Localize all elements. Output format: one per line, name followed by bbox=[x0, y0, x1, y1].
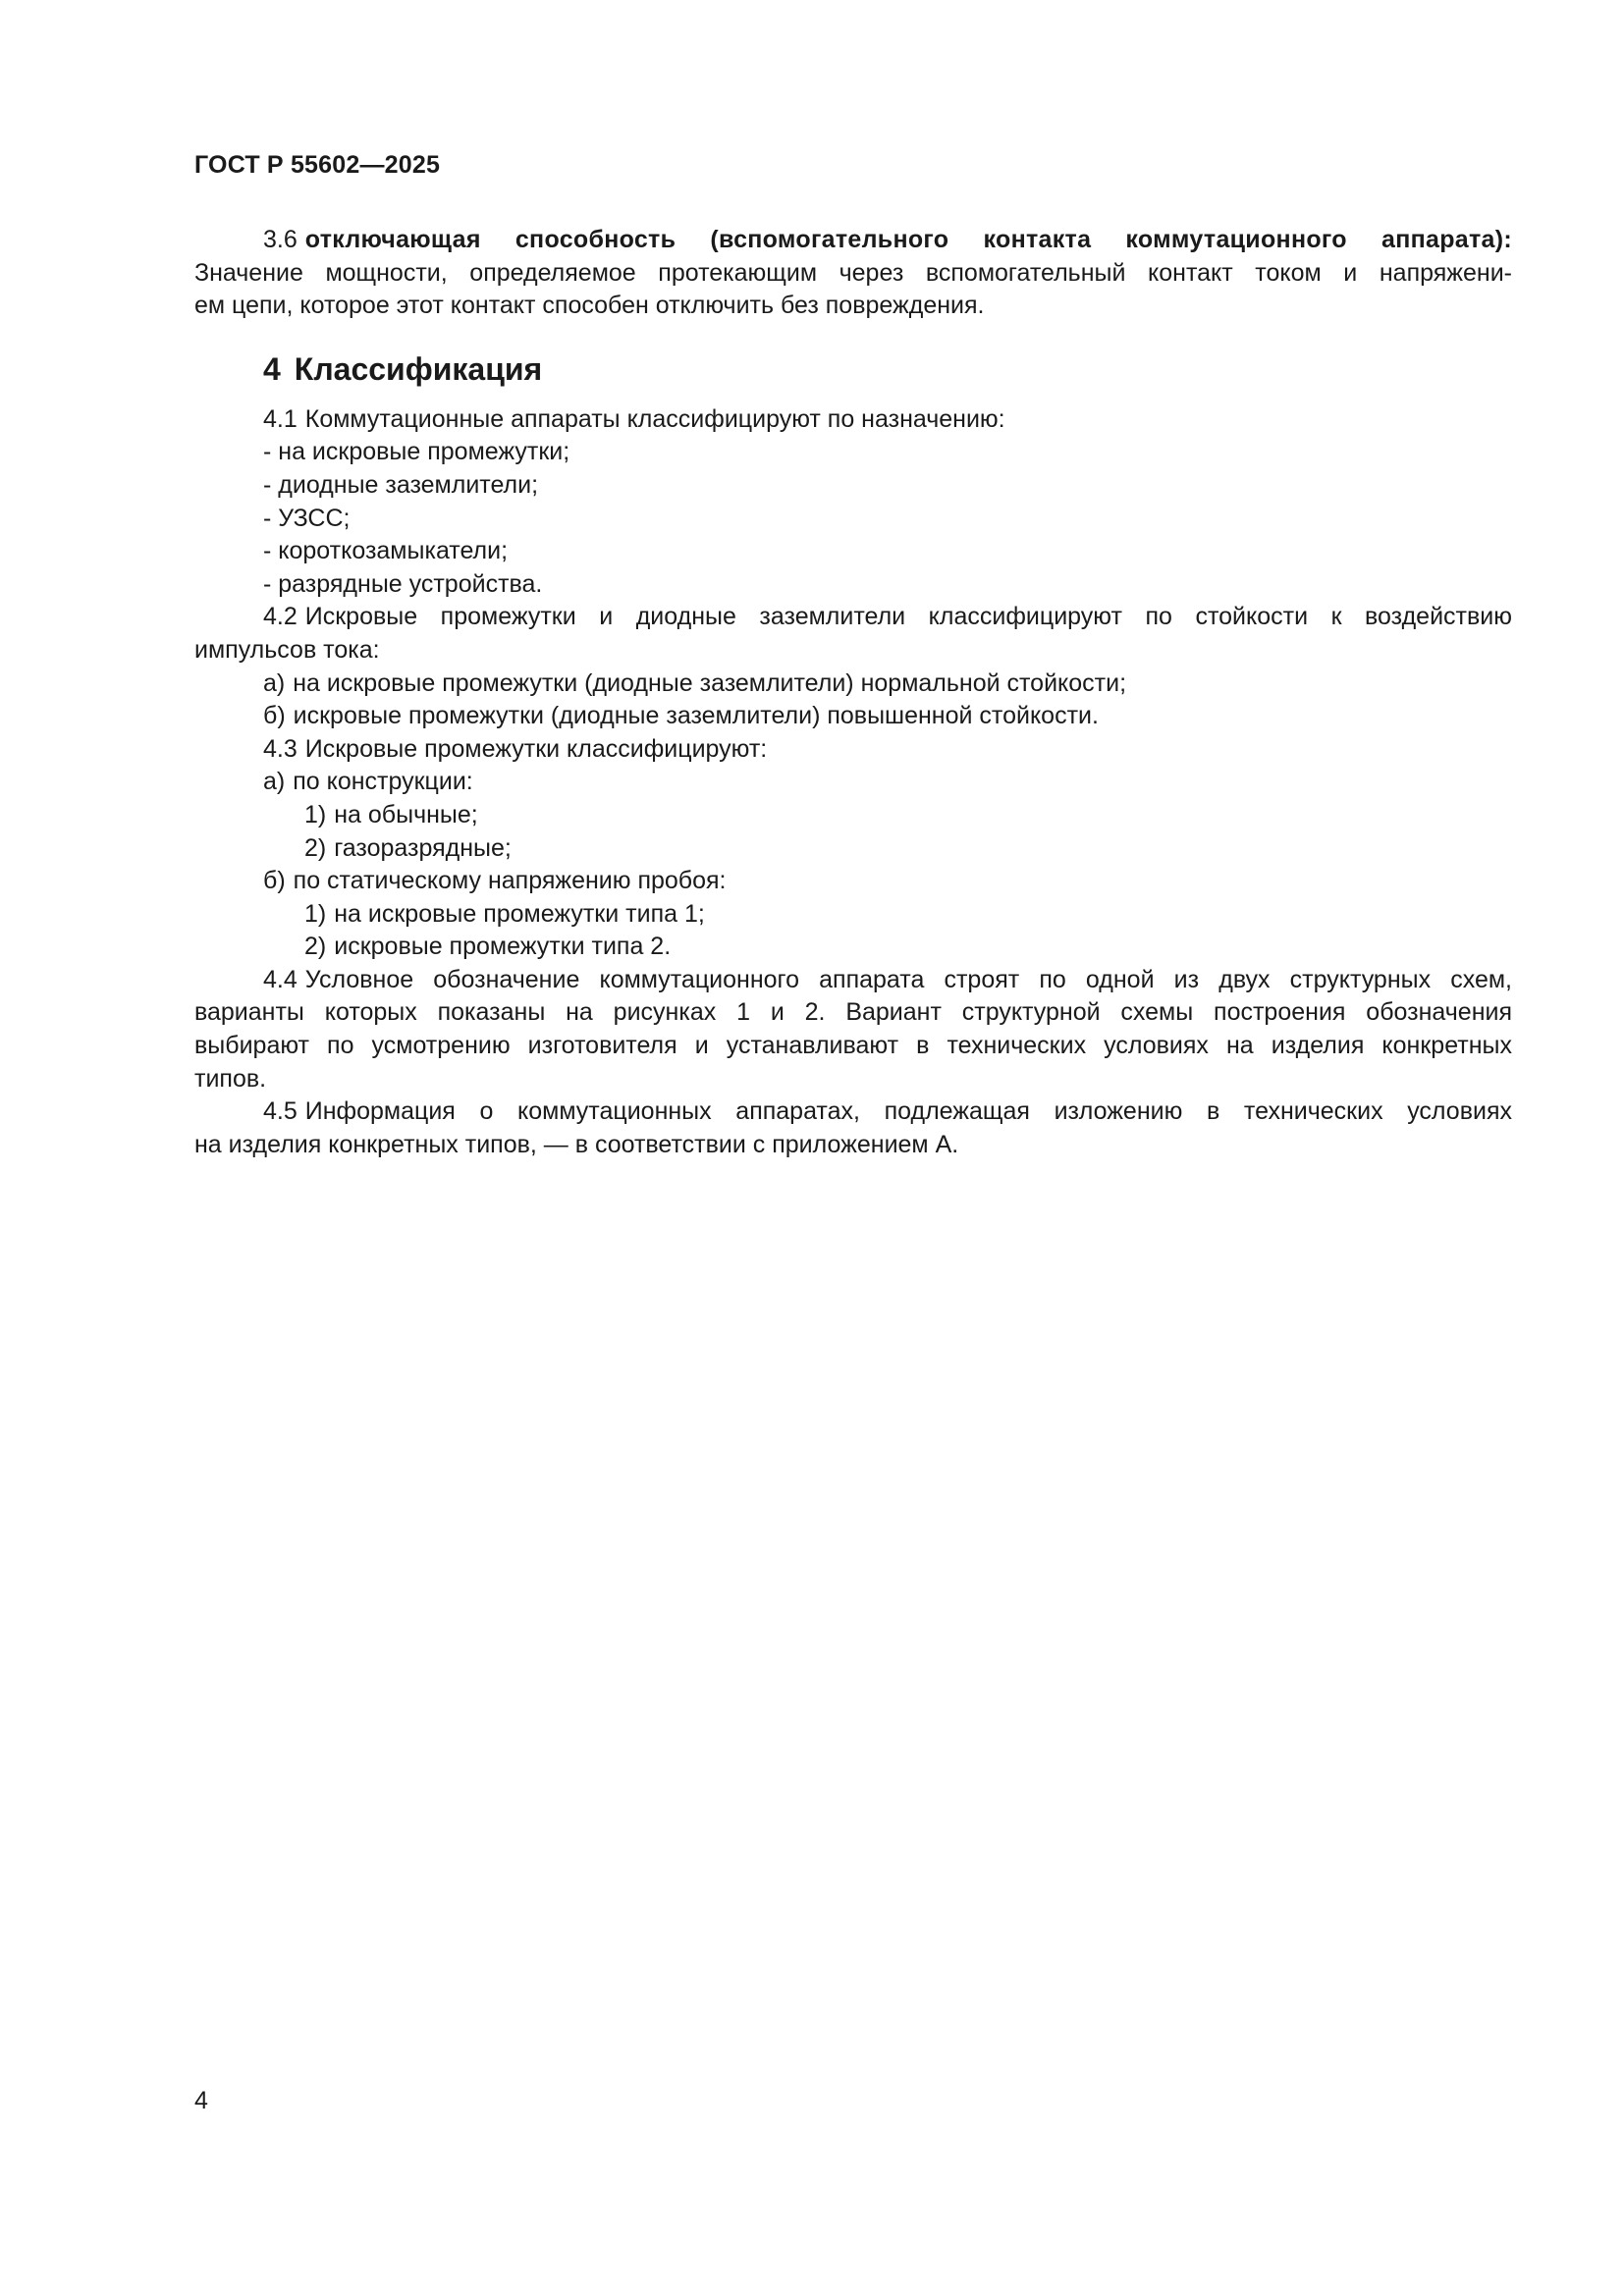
list-marker: а) bbox=[263, 668, 286, 697]
list-item bbox=[194, 700, 1512, 733]
clause-number: 4.3 bbox=[263, 734, 298, 763]
list-item: - на искровые промежутки; bbox=[263, 438, 570, 466]
clause-4-4 bbox=[194, 964, 1512, 997]
list-text: искровые промежутки (диодные заземлители) повышенной стойкости. bbox=[293, 702, 1099, 730]
clause-number: 4.5 bbox=[263, 1097, 298, 1126]
list-marker: 1) bbox=[304, 800, 327, 828]
definition-line: Значение мощности, определяемое протекающим через вспомогательный контакт током и напряжени- bbox=[194, 258, 1512, 287]
page-content bbox=[194, 224, 1512, 1161]
clause-text: Коммутационные аппараты классифицируют по назначению: bbox=[304, 404, 1005, 433]
clause-text-line: варианты которых показаны на рисунках 1 и 2. Вариант структурной схемы построения обозначения bbox=[194, 998, 1512, 1027]
clause-text-line: типов. bbox=[194, 1064, 267, 1093]
sub-list-item bbox=[194, 898, 1512, 932]
sub-list-item bbox=[194, 832, 1512, 866]
section-number: 4 bbox=[263, 350, 281, 387]
list-marker: б) bbox=[263, 867, 286, 895]
list-marker: а) bbox=[263, 768, 286, 796]
clause-text: Искровые промежутки классифицируют: bbox=[304, 734, 768, 763]
clause-number: 4.2 bbox=[263, 603, 298, 631]
clause-4-2 bbox=[194, 601, 1512, 634]
clause-text: Условное обозначение коммутационного аппарата строят по одной из двух структурных схем, bbox=[304, 965, 1512, 993]
list-text: газоразрядные; bbox=[334, 833, 512, 862]
clause-number: 4.4 bbox=[263, 965, 298, 993]
list-item bbox=[194, 865, 1512, 898]
list-text: на обычные; bbox=[334, 800, 478, 828]
sub-list-item bbox=[194, 799, 1512, 832]
list-item: - диодные заземлители; bbox=[263, 470, 539, 499]
clause-text: Информация о коммутационных аппаратах, подлежащая изложению в технических условиях bbox=[304, 1097, 1512, 1126]
list-text: искровые промежутки типа 2. bbox=[334, 933, 672, 961]
list-item bbox=[194, 766, 1512, 799]
clause-4-3 bbox=[194, 733, 1512, 767]
list-item bbox=[194, 667, 1512, 701]
clause-text-line: импульсов тока: bbox=[194, 635, 380, 664]
list-marker: б) bbox=[263, 702, 286, 730]
clause-4-1 bbox=[194, 403, 1512, 437]
list-text: на искровые промежутки типа 1; bbox=[334, 899, 705, 928]
list-item: - УЗСС; bbox=[263, 504, 351, 532]
sub-list-item bbox=[194, 931, 1512, 964]
list-marker: 2) bbox=[304, 833, 327, 862]
document-id-header: ГОСТ Р 55602—2025 bbox=[194, 151, 441, 179]
list-text: по конструкции: bbox=[293, 768, 473, 796]
definition-line: ем цепи, которое этот контакт способен отключить без повреждения. bbox=[194, 292, 985, 320]
section-heading bbox=[263, 347, 1512, 392]
list-marker: 1) bbox=[304, 899, 327, 928]
clause-number: 4.1 bbox=[263, 404, 298, 433]
list-text: на искровые промежутки (диодные заземлители) нормальной стойкости; bbox=[293, 668, 1127, 697]
list-marker: 2) bbox=[304, 933, 327, 961]
clause-text-line: выбирают по усмотрению изготовителя и устанавливают в технических условиях на изделия конкретных bbox=[194, 1032, 1512, 1060]
clause-3-6 bbox=[194, 224, 1512, 323]
clause-4-5 bbox=[194, 1095, 1512, 1129]
page-number: 4 bbox=[194, 2087, 208, 2114]
clause-text-line: на изделия конкретных типов, — в соответствии с приложением А. bbox=[194, 1130, 959, 1158]
clause-text: Искровые промежутки и диодные заземлители классифицируют по стойкости к воздействию bbox=[304, 603, 1512, 631]
clause-3-6-term-line bbox=[194, 224, 1512, 257]
list-item: - разрядные устройства. bbox=[263, 569, 543, 598]
list-text: по статическому напряжению пробоя: bbox=[293, 867, 727, 895]
term-text: отключающая способность (вспомогательного контакта коммутационного аппарата): bbox=[304, 226, 1512, 253]
list-item: - короткозамыкатели; bbox=[263, 537, 509, 565]
section-title: Классификация bbox=[294, 350, 543, 387]
clause-number: 3.6 bbox=[263, 226, 298, 253]
